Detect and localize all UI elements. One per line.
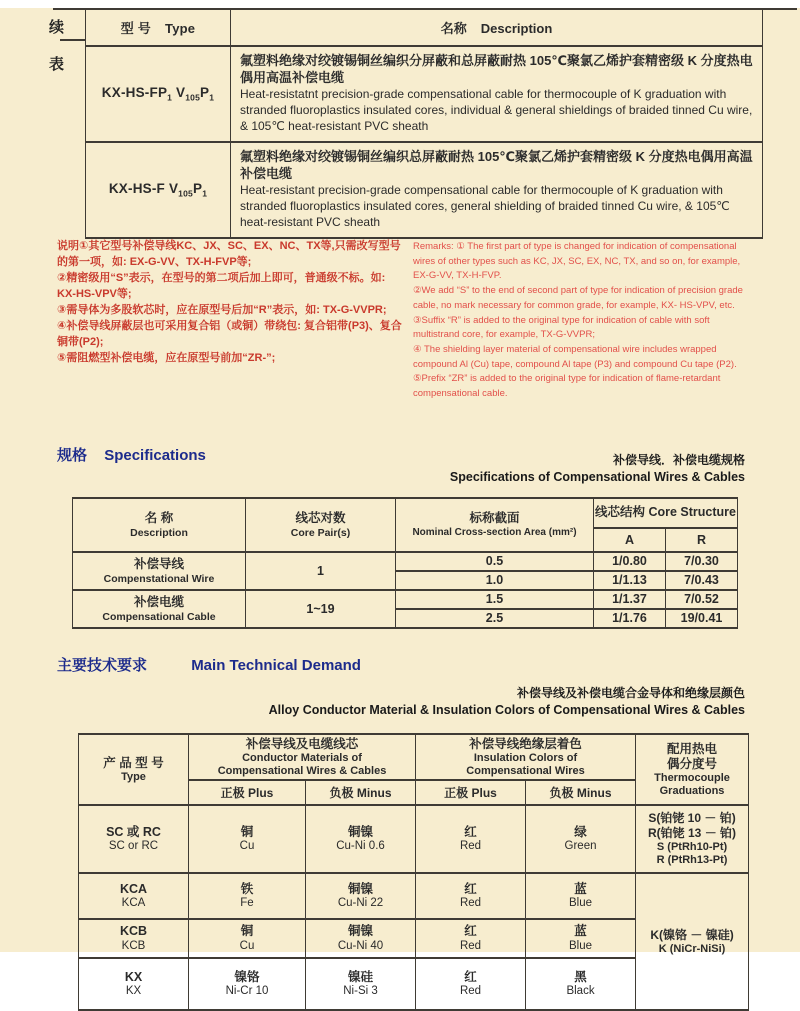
description-header-cn: 名称 bbox=[440, 21, 467, 36]
alloy-subheader-minus: 负极 Minus bbox=[306, 780, 416, 805]
remark-item: ⑤Prefix “ZR” is added to the original type for indication of flame-retardant compensational cable. bbox=[413, 373, 721, 400]
thermocouple-k-cell: K(镍铬 － 镍硅) K (NiCr-NiSi) bbox=[636, 873, 749, 1010]
page-top-margin bbox=[0, 0, 800, 8]
conductor-minus-cell: 铜镍 Cu-Ni 22 bbox=[306, 873, 416, 919]
table-row bbox=[86, 142, 763, 238]
remark-item: Remarks: ① The first part of type is changed for indication of compensational wires of other types such as KC, JX, SC, EX, NC, TX, and so on, for example, EX-G-VV, TX-H-FVP. bbox=[413, 241, 741, 282]
type-header-en: Type bbox=[165, 21, 196, 36]
table-row bbox=[86, 46, 763, 142]
continued-char-1: 续 bbox=[49, 19, 65, 36]
alloy-subheader-plus: 正极 Plus bbox=[416, 780, 526, 805]
spec-row bbox=[73, 552, 738, 571]
type-table-header-row bbox=[86, 10, 763, 46]
note-item: ②精密级用“S”表示，在型号的第二项后加上即可，普通级不标。如: KX-HS-VPV等; bbox=[57, 271, 386, 300]
subtitle-cn: 补偿导线．补偿电缆规格 bbox=[612, 453, 745, 467]
alloy-type-cell: KCB KCB bbox=[79, 919, 189, 958]
description-english: Heat-resistant precision-grade compensational cable for thermocouple of K graduation with stranded fluoroplastics insulated cores, general shielding of braided tinned Cu wire, & 105℃ heat-resistant PVC sheath bbox=[240, 183, 730, 229]
spec-header-area: 标称截面 Nominal Cross-section Area (mm²) bbox=[396, 498, 594, 552]
conductor-minus-cell: 铜镍 Cu-Ni 40 bbox=[306, 919, 416, 958]
spec-area-value: 1.0 bbox=[396, 571, 594, 590]
spec-area-value: 0.5 bbox=[396, 552, 594, 571]
specifications-heading bbox=[57, 444, 206, 465]
alloy-subheader-minus: 负极 Minus bbox=[526, 780, 636, 805]
note-item: ③需导体为多股软芯时，应在原型号后加“R”表示，如: TX-G-VVPR; bbox=[57, 303, 387, 316]
alloy-header-insulation: 补偿导线绝缘层着色 Insulation Colors of Compensational Wires bbox=[416, 734, 636, 780]
conductor-plus-cell: 铁 Fe bbox=[189, 873, 306, 919]
technical-demand-heading bbox=[57, 654, 361, 675]
spec-r-value: 19/0.41 bbox=[666, 609, 738, 628]
conductor-minus-cell: 镍硅 Ni-Si 3 bbox=[306, 958, 416, 1010]
cable-type-code: $KX-HS-FP_1$ $V_{105}P_1$ bbox=[86, 46, 231, 142]
spec-a-value: 1/1.37 bbox=[594, 590, 666, 609]
remarks-english bbox=[413, 240, 749, 402]
alloy-colors-table bbox=[78, 733, 749, 1011]
conductor-plus-cell: 铜 Cu bbox=[189, 805, 306, 873]
subtitle-en: Alloy Conductor Material & Insulation Colors of Compensational Wires & Cables bbox=[268, 703, 745, 717]
heading-en: Specifications bbox=[104, 447, 206, 464]
spec-group-wire: 补偿导线 Compenstational Wire bbox=[73, 552, 246, 590]
spec-group-cable: 补偿电缆 Compensational Cable bbox=[73, 590, 246, 628]
description-column-header bbox=[231, 10, 763, 46]
heading-en: Main Technical Demand bbox=[191, 657, 361, 674]
spec-header-core-pairs: 线芯对数 Core Pair(s) bbox=[246, 498, 396, 552]
note-item: ⑤需阻燃型补偿电缆，应在原型号前加“ZR-”; bbox=[57, 351, 276, 364]
remark-item: ④ The shielding layer material of compensational wire includes wrapped compound Al (Cu) tape, compound Al tape (P3) and compound Cu tape (P2). bbox=[413, 344, 737, 370]
alloy-row-kca bbox=[79, 873, 749, 919]
insulation-minus-cell: 蓝 Blue bbox=[526, 873, 636, 919]
conductor-minus-cell: 铜镍 Cu-Ni 0.6 bbox=[306, 805, 416, 873]
thermocouple-sr-cell: S(铂铑 10 － 铂) R(铂铑 13 － 铂) S (PtRh10-Pt) R (PtRh13-Pt) bbox=[636, 805, 749, 873]
spec-subheader-r: R bbox=[666, 528, 738, 552]
spec-area-value: 2.5 bbox=[396, 609, 594, 628]
subtitle-cn: 补偿导线及补偿电缆合金导体和绝缘层颜色 bbox=[516, 686, 745, 700]
spec-pairs-value: 1 bbox=[246, 552, 396, 590]
type-header-cn: 型 号 bbox=[120, 21, 152, 36]
spec-header-description: 名 称 Description bbox=[73, 498, 246, 552]
specifications-table bbox=[72, 497, 738, 629]
description-header-en: Description bbox=[480, 21, 553, 36]
description-chinese: 氟塑料绝缘对绞镀锡铜丝编织总屏蔽耐热 105℃聚氯乙烯护套精密级 K 分度热电偶用高温补偿电缆 bbox=[240, 148, 753, 181]
insulation-minus-cell: 黑 Black bbox=[526, 958, 636, 1010]
spec-header-core-structure: 线芯结构 Core Structure bbox=[594, 498, 738, 528]
remark-item: ②We add “S” to the end of second part of type for indication of precision grade cable, no mark necessary for common grade, for example, KX- HS-VPV, etc. bbox=[413, 285, 743, 311]
insulation-plus-cell: 红 Red bbox=[416, 805, 526, 873]
continued-char-2: 表 bbox=[49, 56, 65, 73]
remark-item: ③Suffix “R” is added to the original type for indication of cable with soft multistrand core, for example, TX-G-VVPR; bbox=[413, 314, 710, 341]
note-item: ④补偿导线屏蔽层也可采用复合铝（或铜）带绕包: 复合铝带(P3)、复合铜带(P2); bbox=[57, 319, 402, 348]
type-description-table bbox=[85, 10, 763, 239]
spec-a-value: 1/1.13 bbox=[594, 571, 666, 590]
spec-area-value: 1.5 bbox=[396, 590, 594, 609]
insulation-plus-cell: 红 Red bbox=[416, 919, 526, 958]
spec-header-row bbox=[73, 498, 738, 528]
alloy-type-cell: KX KX bbox=[79, 958, 189, 1010]
spec-r-value: 7/0.52 bbox=[666, 590, 738, 609]
conductor-plus-cell: 铜 Cu bbox=[189, 919, 306, 958]
description-chinese: 氟塑料绝缘对绞镀锡铜丝编织分屏蔽和总屏蔽耐热 105℃聚氯乙烯护套精密级 K 分度热电偶用高温补偿电缆 bbox=[240, 53, 753, 86]
alloy-type-cell: KCA KCA bbox=[79, 873, 189, 919]
heading-cn: 主要技术要求 bbox=[57, 657, 148, 674]
alloy-row-sc-rc bbox=[79, 805, 749, 873]
alloy-type-cell: SC 或 RC SC or RC bbox=[79, 805, 189, 873]
spec-r-value: 7/0.30 bbox=[666, 552, 738, 571]
spec-a-value: 1/0.80 bbox=[594, 552, 666, 571]
spec-subheader-a: A bbox=[594, 528, 666, 552]
notes-chinese bbox=[57, 239, 407, 367]
alloy-subheader-plus: 正极 Plus bbox=[189, 780, 306, 805]
alloy-header-row bbox=[79, 734, 749, 780]
alloy-header-conductor: 补偿导线及电缆线芯 Conductor Materials of Compensational Wires & Cables bbox=[189, 734, 416, 780]
note-item: 说明①其它型号补偿导线KC、JX、SC、EX、NC、TX等,只需改写型号的第一项，如: EX-G-VV、TX-H-FVP等; bbox=[57, 240, 401, 268]
insulation-plus-cell: 红 Red bbox=[416, 958, 526, 1010]
insulation-minus-cell: 绿 Green bbox=[526, 805, 636, 873]
heading-cn: 规格 bbox=[57, 447, 88, 464]
alloy-header-type: 产 品 型 号 Type bbox=[79, 734, 189, 805]
description-english: Heat-resistatnt precision-grade compensational cable for thermocouple of K graduation with stranded fluoroplastics insulated cores, individual & general shieldings of braided tinned Cu wire, & 105℃ heat-resistant PVC sheath bbox=[240, 87, 753, 133]
spec-a-value: 1/1.76 bbox=[594, 609, 666, 628]
insulation-minus-cell: 蓝 Blue bbox=[526, 919, 636, 958]
spec-row bbox=[73, 590, 738, 609]
cable-description-cell bbox=[231, 142, 763, 238]
alloy-header-thermocouple: 配用热电 偶分度号 Thermocouple Graduations bbox=[636, 734, 749, 805]
cable-description-cell bbox=[231, 46, 763, 142]
continued-table-label bbox=[49, 20, 67, 94]
insulation-plus-cell: 红 Red bbox=[416, 873, 526, 919]
subtitle-en: Specifications of Compensational Wires & Cables bbox=[449, 470, 745, 484]
specifications-subtitle bbox=[450, 451, 745, 487]
conductor-plus-cell: 镍铬 Ni-Cr 10 bbox=[189, 958, 306, 1010]
type-column-header bbox=[86, 10, 231, 46]
cable-type-code: KX-HS-F $V_{105}P_1$ bbox=[86, 142, 231, 238]
spec-r-value: 7/0.43 bbox=[666, 571, 738, 590]
spec-pairs-value: 1~19 bbox=[246, 590, 396, 628]
technical-demand-subtitle bbox=[269, 684, 745, 720]
